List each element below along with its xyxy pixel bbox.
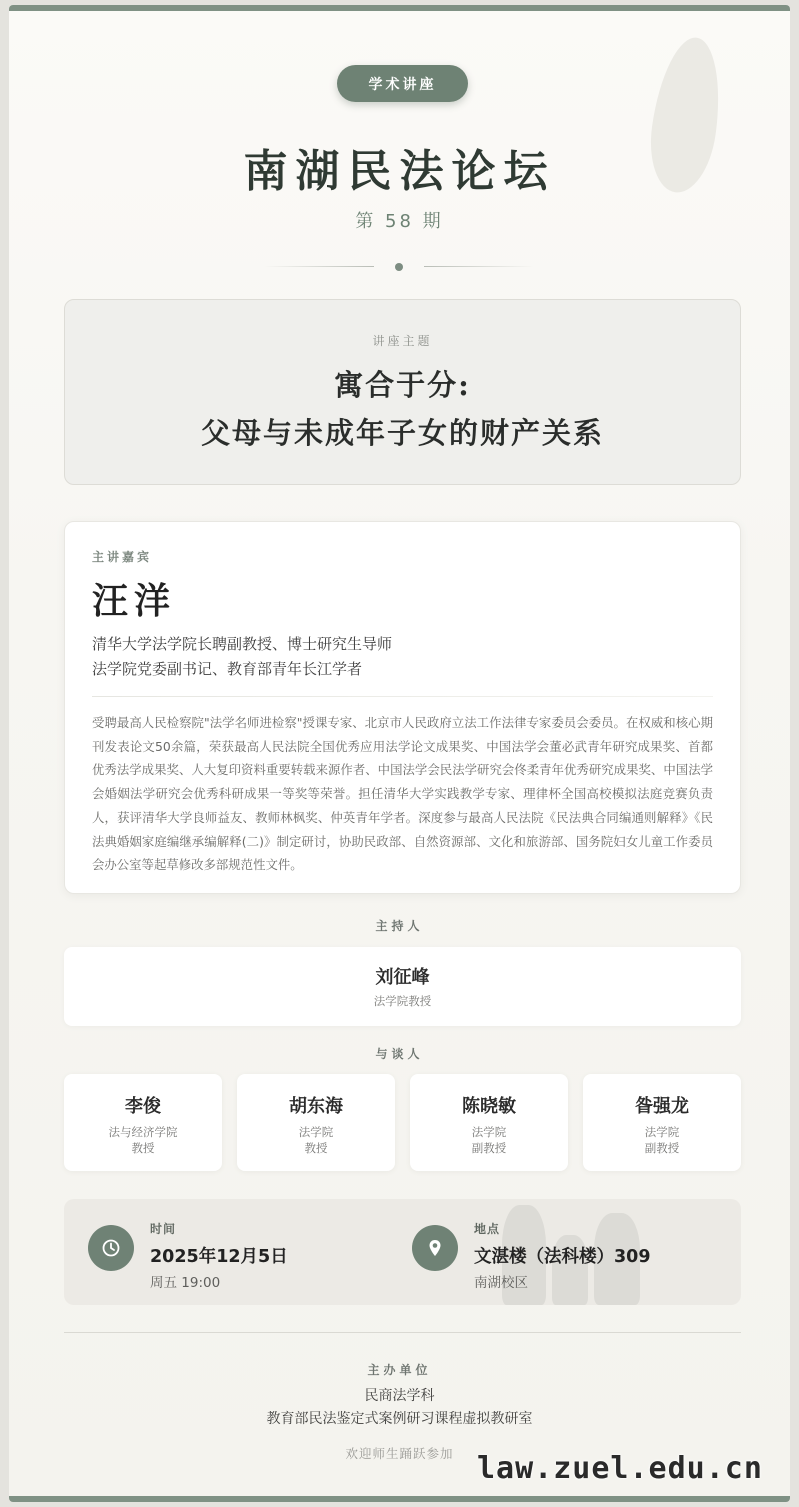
panelist-dept: 法与经济学院: [108, 1125, 178, 1139]
poster: [9, 5, 790, 1502]
organizer-line-1: 民商法学科: [364, 1388, 435, 1404]
location-pin-icon: [412, 1225, 458, 1271]
panelist-dept: 法学院: [298, 1125, 334, 1139]
panelist-title: 副教授: [471, 1141, 507, 1155]
top-band: [9, 5, 790, 11]
event-info-bar: [64, 1199, 741, 1305]
host-card: [64, 947, 741, 1026]
event-time: 周五 19:00: [150, 1275, 221, 1291]
panelist-title: 教授: [304, 1141, 328, 1155]
panelist-card: [237, 1074, 395, 1171]
time-info: [64, 1199, 394, 1305]
issue-number: 第 58 期: [355, 211, 444, 232]
host-title: 法学院教授: [373, 994, 432, 1008]
host-name: 刘征峰: [375, 967, 430, 988]
organizer-line-2: 教育部民法鉴定式案例研习课程虚拟教研室: [266, 1411, 533, 1427]
speaker-name: 汪洋: [92, 580, 177, 622]
divider-dot: [395, 263, 403, 271]
welcome-text: 欢迎师生踊跃参加: [345, 1446, 454, 1461]
panelist-title: 教授: [131, 1141, 155, 1155]
panelist-name: 昝强龙: [635, 1096, 689, 1117]
panelist-dept: 法学院: [644, 1125, 680, 1139]
speaker-separator: [92, 696, 713, 697]
event-venue: 文湛楼（法科楼）309: [474, 1247, 651, 1267]
forum-title: 南湖民法论坛: [243, 146, 556, 197]
speaker-bio: 受聘最高人民检察院"法学名师进检察"授课专家、北京市人民政府立法工作法律专家委员会委员。在权威和核心期刊发表论文50余篇，荣获最高人民法院全国优秀应用法学论文成果奖、中国法学会董必武青年研究成果奖、首都优秀法学成果奖、人大复印资料重要转载来源作者、中国法学会民法学研究会佟柔青年优秀研究成果奖、中国法学会婚姻法学研究会优秀科研成果一等奖等荣誉。担任清华大学实践教学专家、理律杯全国高校模拟法庭竞赛负责人，获评清华大学良师益友、教师林枫奖、仲英青年学者。深度参与最高人民法院《民法典合同编通则解释》《民法典婚姻家庭编继承编解释(二)》制定研讨，协助民政部、自然资源部、文化和旅游部、国务院妇女儿童工作委员会办公室等起草修改多部规范性文件。: [92, 715, 713, 873]
panelist-card: [583, 1074, 741, 1171]
watermark: law.zuel.edu.cn: [477, 1451, 763, 1486]
panelist-dept: 法学院: [471, 1125, 507, 1139]
panelist-name: 胡东海: [289, 1096, 343, 1117]
host-label: 主持人: [375, 919, 424, 933]
divider-line-right: [424, 266, 534, 267]
clock-icon: [88, 1225, 134, 1271]
panelist-card: [410, 1074, 568, 1171]
place-label: 地点: [474, 1222, 501, 1236]
place-info: [388, 1199, 728, 1305]
bottom-band: [9, 1496, 790, 1502]
event-campus: 南湖校区: [474, 1275, 528, 1291]
topic-label: 讲座主题: [372, 334, 433, 348]
event-date: 2025年12月5日: [150, 1247, 288, 1267]
speaker-label: 主讲嘉宾: [92, 550, 153, 564]
divider-line-left: [264, 266, 374, 267]
panelist-name: 李俊: [125, 1096, 161, 1117]
category-badge: 学术讲座: [337, 65, 468, 102]
footer-separator: [64, 1332, 741, 1333]
topic-title-line1: 寓合于分:: [334, 368, 471, 402]
panelist-title: 副教授: [644, 1141, 680, 1155]
panelist-card: [64, 1074, 222, 1171]
panelist-row: [64, 1074, 741, 1171]
time-label: 时间: [150, 1222, 177, 1236]
organizer-label: 主办单位: [367, 1363, 432, 1377]
topic-box: [64, 299, 741, 485]
speaker-role-2: 法学院党委副书记、教育部青年长江学者: [92, 660, 363, 678]
panel-label: 与谈人: [375, 1047, 424, 1061]
topic-title-line2: 父母与未成年子女的财产关系: [200, 416, 604, 450]
speaker-role-1: 清华大学法学院长聘副教授、博士研究生导师: [92, 635, 393, 653]
ornament-divider: [264, 261, 534, 273]
speaker-card: [64, 521, 741, 894]
panelist-name: 陈晓敏: [462, 1096, 516, 1117]
